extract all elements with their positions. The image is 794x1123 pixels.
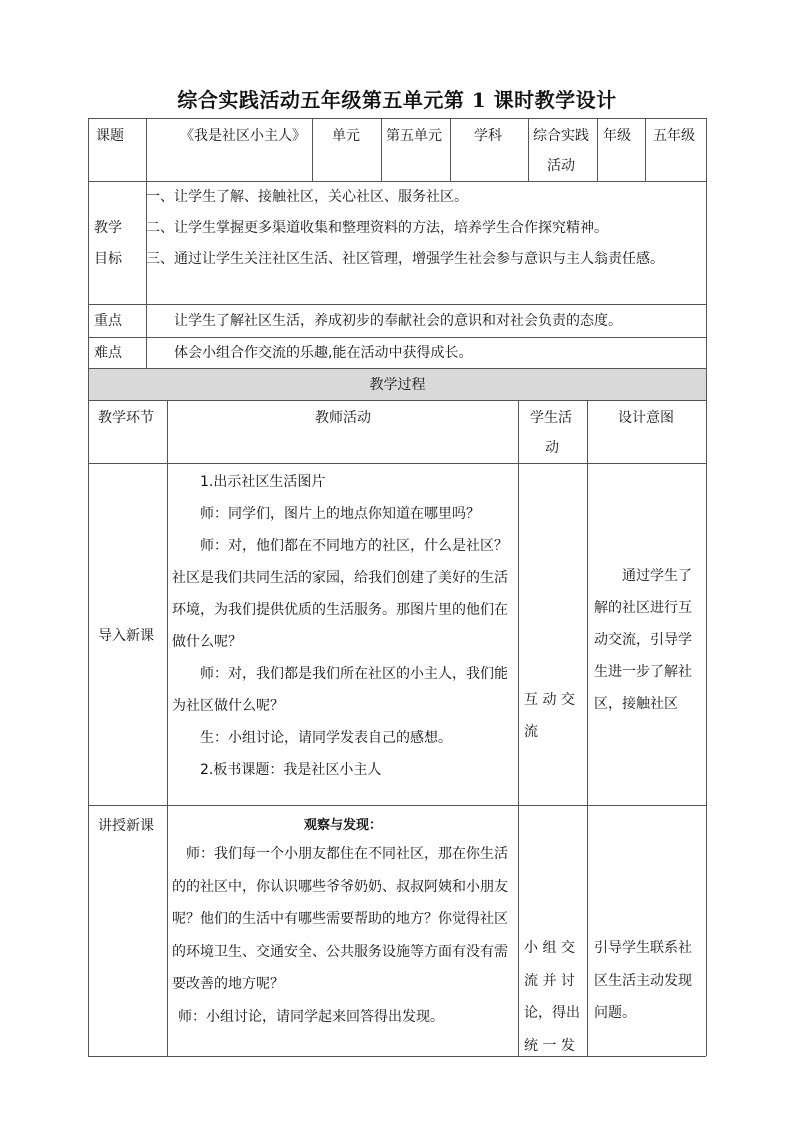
student-activity [524,932,586,1062]
teacher-activity-subtitle: 观察与发现： [303,818,382,833]
col-student-header-line1: 学生活 [530,410,572,426]
teacher-line: 的环境卫生、交通安全、公共服务设施等方面有没有需 [172,943,508,960]
grade-label: 年级 [603,128,631,144]
goal-item: 二、让学生掌握更多渠道收集和整理资料的方法，培养学生合作探究精神。 [146,220,608,236]
stage-name: 导入新课 [98,628,154,644]
teacher-line: 的的社区中，你认识哪些爷爷奶奶、叔叔阿姨和小朋友 [172,878,508,895]
col-teacher-header: 教师活动 [315,410,371,426]
teacher-line: 要改善的地方呢？ [172,976,284,992]
table-border-left [88,118,89,1056]
col-divider [450,118,451,181]
teacher-line: 师：对，我们都是我们所在社区的小主人，我们能 [200,666,508,682]
row-divider [88,400,706,401]
student-line: 流 并 讨 [524,972,575,989]
intent-line: 区生活主动发现 [594,972,692,989]
intent-line: 通过学生了 [622,568,692,584]
difficulty-text: 体会小组合作交流的乐趣,能在活动中获得成长。 [174,345,473,361]
topic-value: 《我是社区小主人》 [180,128,306,144]
goal-item: 一、让学生了解、接触社区，关心社区、服务社区。 [146,189,468,205]
key-point-text: 让学生了解社区生活，养成初步的奉献社会的意识和对社会负责的态度。 [174,313,622,329]
goals-label-line2: 目标 [94,251,122,267]
intent-line: 问题。 [594,1005,636,1021]
col-divider [146,118,147,368]
teacher-line: 做什么呢？ [172,634,242,650]
intent-line: 生进一步了解社 [594,664,692,680]
student-line: 互 动 交 [524,692,575,708]
subject-label: 学科 [474,128,502,144]
intent-line: 动交流，引导学 [594,632,692,648]
col-intent-header: 设计意图 [618,410,674,426]
teacher-activity [172,838,516,1033]
design-intent [594,560,704,720]
col-divider [597,118,598,181]
col-divider [645,118,646,181]
process-title: 教学过程 [369,377,426,393]
intent-line: 区，接触社区 [594,696,678,712]
subject-value-line2: 活动 [547,158,575,174]
intent-line: 解的社区进行互 [594,600,692,616]
row-divider [88,463,706,464]
subject-value-line1: 综合实践 [533,128,589,144]
teacher-line: 1.出示社区生活图片 [200,474,326,490]
teacher-line: 师：同学们，图片上的地点你知道在哪里吗？ [200,506,480,522]
goal-item: 三、通过让学生关注社区生活、社区管理，增强学生社会参与意识与主人翁责任感。 [146,251,664,267]
unit-label: 单元 [332,128,360,144]
row-divider [88,805,706,806]
stage-name: 讲授新课 [98,818,154,834]
topic-label: 课题 [96,128,124,144]
student-line: 论，得出 [524,1005,580,1021]
table-border-top [88,118,706,119]
row-divider [88,304,706,305]
teacher-line: 呢？他们的生活中有哪些需要帮助的地方？你觉得社区 [172,911,508,927]
goals-label-line1: 教学 [94,220,122,236]
grade-value: 五年级 [653,128,695,144]
col-divider [381,118,382,181]
col-divider [518,400,519,1056]
col-divider [312,118,313,181]
row-divider [88,337,706,338]
document-title: 综合实践活动五年级第五单元第 1 课时教学设计 [177,88,617,112]
difficulty-label: 难点 [94,345,122,361]
teacher-line: 师：我们每一个小朋友都住在不同社区，那在你生活 [186,846,508,862]
table-border-bottom [88,1056,706,1057]
col-student-header-line2: 动 [545,440,559,456]
student-line: 统 一 发 [524,1037,575,1054]
teacher-line: 师：对，他们都在不同地方的社区，什么是社区？ [200,538,508,554]
teacher-line: 师：小组讨论，请同学起来回答得出发现。 [178,1008,444,1025]
col-divider [587,400,588,1056]
unit-value: 第五单元 [386,128,442,144]
col-stage-header: 教学环节 [98,410,154,426]
teacher-line: 为社区做什么呢？ [172,698,284,714]
row-divider [88,368,706,369]
table-border-right [706,118,707,1056]
teacher-line: 2.板书课题：我是社区小主人 [200,762,382,778]
col-divider [528,118,529,181]
teacher-line: 生：小组讨论，请同学发表自己的感想。 [200,730,452,746]
teacher-line: 社区是我们共同生活的家园，给我们创建了美好的生活 [172,570,508,586]
student-line: 流 [524,724,538,740]
design-intent [594,932,704,1030]
intent-line: 引导学生联系社 [594,940,692,956]
student-line: 小 组 交 [524,940,575,956]
teacher-activity [172,466,516,786]
col-divider [167,400,168,1056]
student-activity [524,684,586,748]
row-divider [88,181,706,182]
teacher-line: 环境，为我们提供优质的生活服务。那图片里的他们在 [172,602,508,618]
key-point-label: 重点 [94,313,122,329]
